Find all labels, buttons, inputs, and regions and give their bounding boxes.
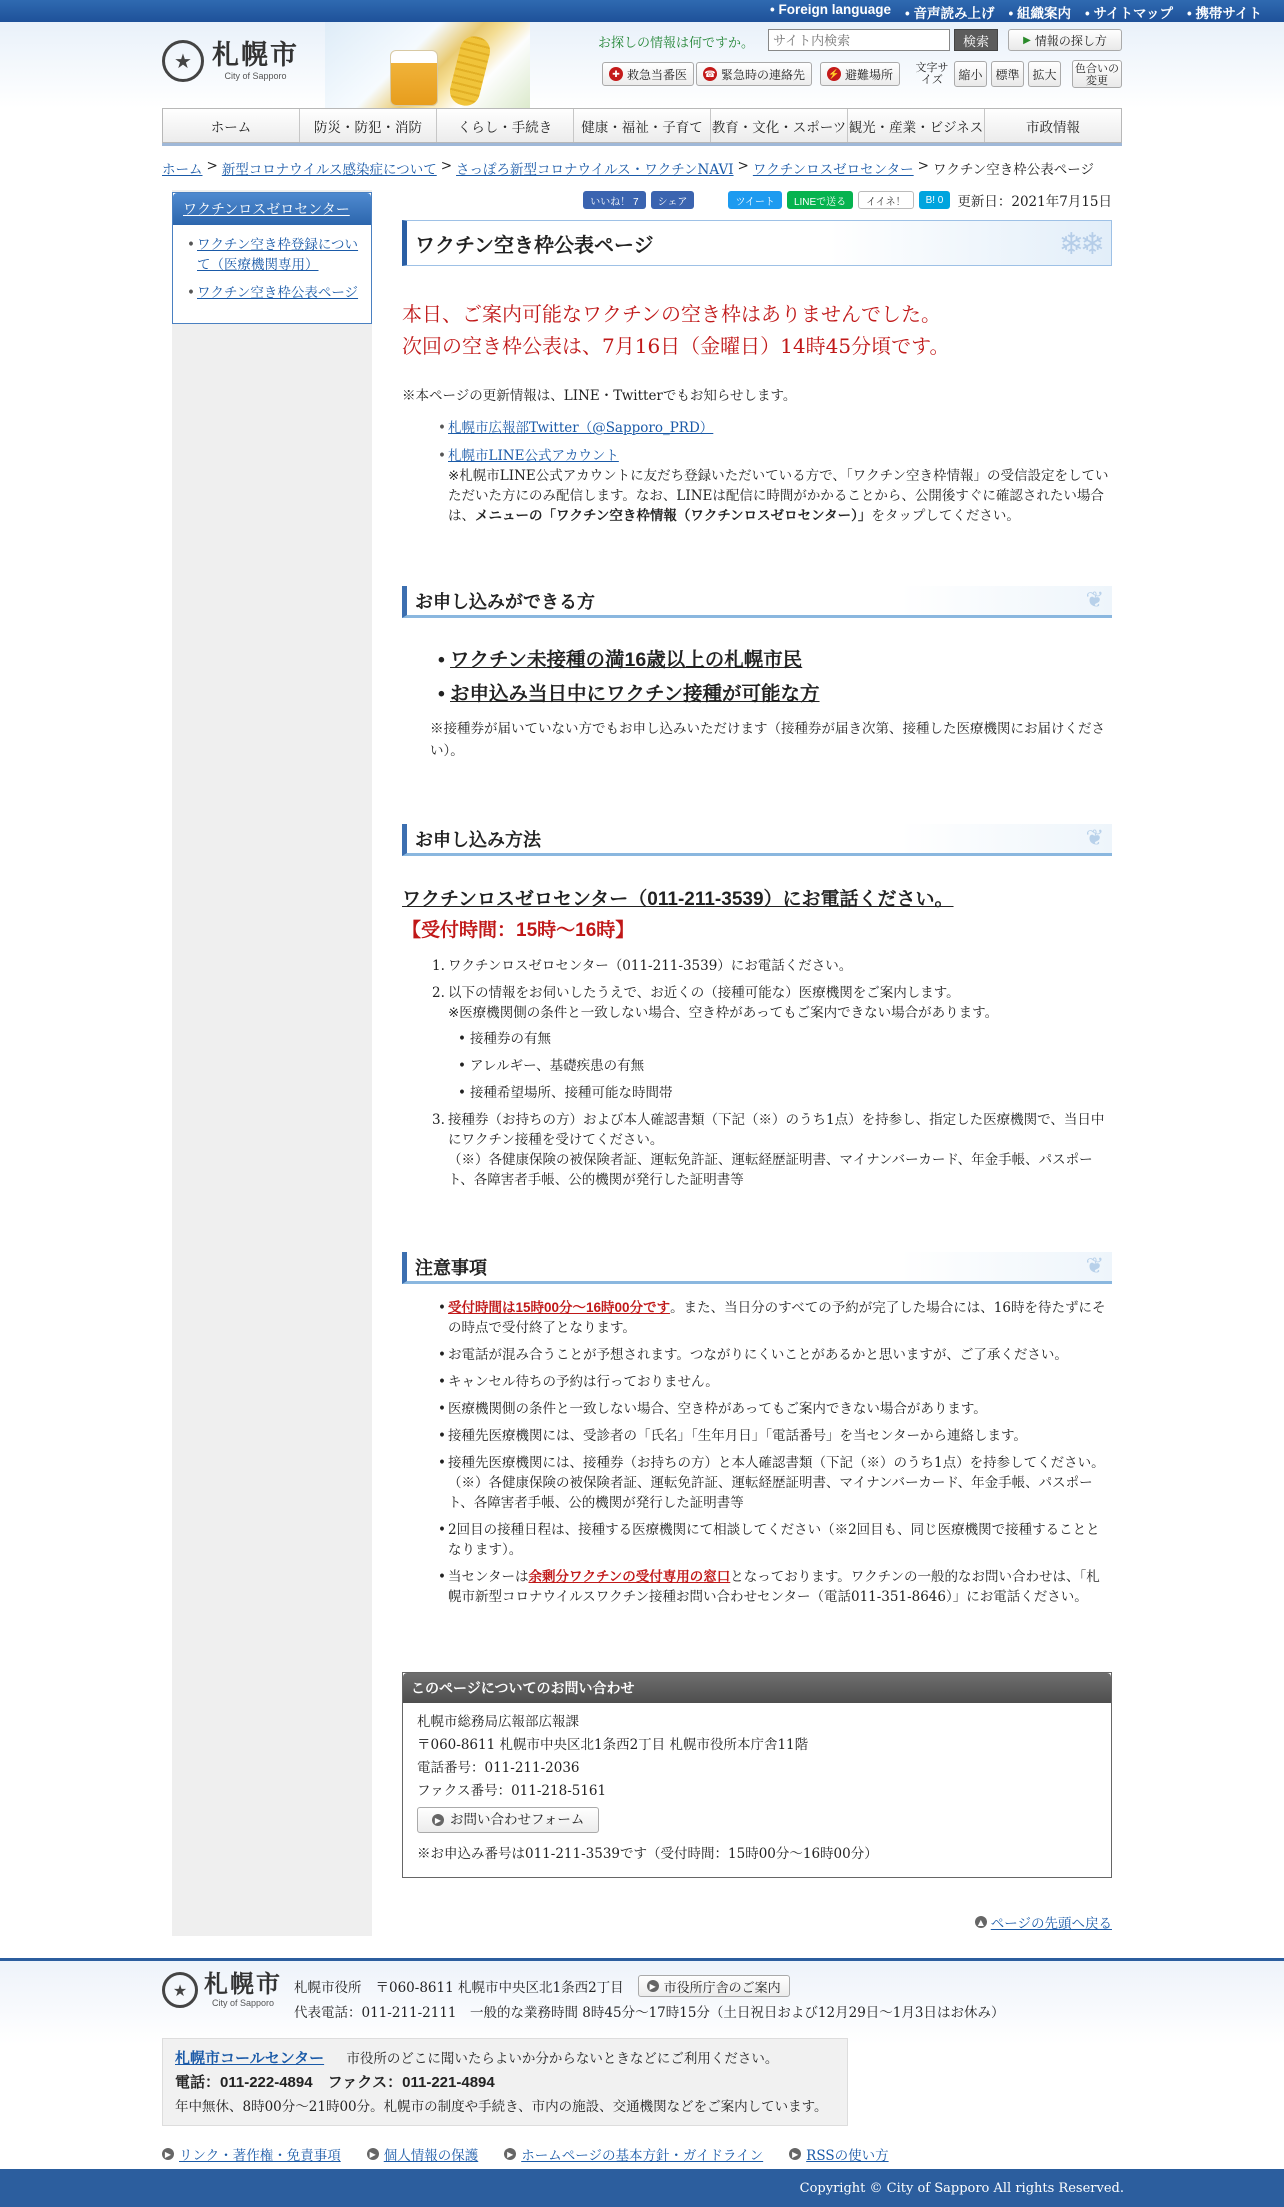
footer-link-label[interactable]: 個人情報の保護: [383, 2148, 479, 2164]
footer-link-copyright[interactable]: [162, 2144, 341, 2164]
page-title-box: [402, 220, 1112, 266]
call-center-desc: 市役所のどこに聞いたらよいか分からないときなどにご利用ください。: [346, 2051, 779, 2067]
organization-link[interactable]: • 組織案内: [1008, 2, 1070, 22]
color-change-button[interactable]: 色合いの変更: [1072, 60, 1122, 88]
caution-text: 。また、当日分のすべての予約が完了した場合には、16時を待たずにその時点で受付終了となります。: [448, 1300, 1106, 1336]
contact-tel: 電話番号：011-211-2036: [417, 1760, 580, 1776]
line-note-end: をタップしてください。: [871, 508, 1020, 524]
call-center-hours: 年中無休、8時00分～21時00分。札幌市の制度や手続き、市内の施設、交通機関などをご案内しています。: [175, 2099, 828, 2115]
nav-underline: [162, 143, 1122, 146]
list-item: • キャンセル待ちの予約は行っておりません。: [438, 1372, 1112, 1392]
contact-fax: ファクス番号：011-218-5161: [417, 1783, 607, 1799]
logo-japanese: 札幌市: [212, 40, 299, 71]
list-item: • ワクチン未接種の満16歳以上の札幌市民: [438, 646, 1112, 674]
main-content: [402, 190, 1112, 1614]
text-to-speech-link[interactable]: • 音声読み上げ: [905, 2, 994, 22]
list-item: [432, 983, 1112, 1103]
footer-tel: 代表電話：011-211-2111 一般的な業務時間 8時45分～17時15分（土日祝日および12月29日～1月3日はお休み）: [294, 2005, 1005, 2021]
font-size-label: 文字サイズ: [915, 62, 949, 86]
caution-text: となっております。ワクチンの一般的なお問い合わせは、「札幌市新型コロナウイルスワクチン接種お問い合わせセンター（電話011-351-8646）」にお電話ください。: [448, 1569, 1100, 1605]
arrow-circle-icon: ▶: [162, 2148, 174, 2160]
footer-logo-english: City of Sapporo: [211, 1998, 275, 2009]
caution-subtext: （※）各健康保険の被保険者証、運転免許証、運転経歴証明書、マイナンバーカード、年金手帳、パスポート、各障害者手帳、公的機関が発行した証明書等: [448, 1475, 1093, 1511]
contact-dept: 札幌市総務局広報部広報課: [417, 1714, 579, 1730]
footer-logo-japanese: 札幌市: [204, 1971, 282, 1998]
evacuation-site-button[interactable]: [820, 62, 900, 86]
notification-links: [438, 418, 1112, 526]
emergency-contact-label: 緊急時の連絡先: [721, 67, 806, 82]
updated-date: 更新日：2021年7月15日: [957, 194, 1112, 210]
breadcrumb-vaccine-navi[interactable]: さっぽろ新型コロナウイルス・ワクチンNAVI: [456, 162, 734, 178]
method-section-heading: [402, 824, 1112, 856]
list-item: • 2回目の接種日程は、接種する医療機関にて相談してください（※2回目も、同じ医療機関で接種することとなります）。: [438, 1520, 1112, 1560]
footer-link-policy[interactable]: [504, 2144, 763, 2164]
update-notice: ※本ページの更新情報は、LINE・Twitterでもお知らせします。: [402, 388, 797, 404]
site-search-input[interactable]: [768, 29, 950, 51]
share-buttons: [402, 190, 1112, 210]
step-number: 1.: [432, 958, 445, 974]
office-guide-label: 市役所庁舎のご案内: [663, 1980, 781, 1996]
method-steps: [432, 956, 1112, 1190]
sitemap-link[interactable]: • サイトマップ: [1085, 2, 1173, 22]
arrow-circle-icon: ▲: [975, 1916, 987, 1928]
list-item: • 接種先医療機関には、受診者の「氏名」「生年月日」「電話番号」を当センターから連絡します。: [438, 1426, 1112, 1446]
footer-link-label[interactable]: ホームページの基本方針・ガイドライン: [521, 2148, 764, 2164]
search-button[interactable]: 検索: [954, 29, 998, 51]
step-subtext: ※医療機関側の条件と一致しない場合、空き枠があってもご案内できない場合があります。: [448, 1005, 999, 1021]
arrow-circle-icon: ▶: [647, 1980, 659, 1992]
nav-tourism-business[interactable]: 観光・産業・ビジネス: [848, 109, 985, 142]
triangle-right-icon: ▶: [1023, 34, 1031, 46]
hatena-bookmark-button[interactable]: B! 0: [919, 191, 951, 209]
method-call-heading: ワクチンロスゼロセンター（011-211-3539）にお電話ください。: [402, 889, 954, 910]
sidebar-title: [173, 193, 371, 225]
sidebar-title-link[interactable]: ワクチンロスゼロセンター: [183, 202, 350, 218]
back-to-top-link[interactable]: [975, 1912, 1112, 1932]
footer-office-address: 〒060-8611 札幌市中央区北1条西2丁目: [375, 1980, 624, 1996]
step-number: 2.: [432, 985, 445, 1001]
breadcrumb-covid[interactable]: 新型コロナウイルス感染症について: [221, 162, 437, 178]
step-text: ワクチンロスゼロセンター（011-211-3539）にお電話ください。: [448, 958, 853, 974]
how-to-find-info-button[interactable]: [1008, 29, 1122, 51]
search-label: お探しの情報は何ですか。: [598, 35, 755, 50]
footer-links: [162, 2144, 889, 2164]
twitter-link[interactable]: 札幌市広報部Twitter（@Sapporo_PRD）: [448, 420, 714, 436]
font-normal-button[interactable]: 標準: [991, 61, 1024, 87]
font-smaller-button[interactable]: 縮小: [954, 61, 987, 87]
office-guide-button[interactable]: [638, 1975, 790, 1997]
list-item: • アレルギー、基礎疾患の有無: [458, 1056, 1112, 1076]
snowflake-icon: ❄❄: [1058, 227, 1101, 262]
breadcrumb-loss-zero-center[interactable]: ワクチンロスゼロセンター: [752, 162, 914, 178]
sidebar-item-registration[interactable]: [187, 235, 361, 275]
step-subtext: （※）各健康保険の被保険者証、運転免許証、運転経歴証明書、マイナンバーカード、年金手帳、パスポート、各障害者手帳、公的機関が発行した証明書等: [448, 1152, 1093, 1188]
alert-line-2: 次回の空き枠公表は、7月16日（金曜日）14時45分頃です。: [402, 334, 950, 358]
step-text: 以下の情報をお伺いしたうえで、お近くの（接種可能な）医療機関をご案内します。: [448, 985, 960, 1001]
facebook-like-button[interactable]: いいね！ 7: [583, 191, 645, 209]
mixi-button[interactable]: イイネ！: [858, 191, 913, 209]
page-title: ワクチン空き枠公表ページ: [415, 234, 654, 257]
nav-health-welfare[interactable]: 健康・福祉・子育て: [574, 109, 711, 142]
breadcrumb-separator: >: [440, 158, 453, 174]
site-logo[interactable]: [162, 40, 299, 82]
caution-hours-highlight: 受付時間は15時00分～16時00分です: [448, 1300, 671, 1315]
contact-address: 〒060-8611 札幌市中央区北1条西2丁目 札幌市役所本庁舎11階: [417, 1737, 809, 1753]
leaf-decoration-icon: ❦: [1085, 588, 1104, 613]
footer-logo: [162, 1972, 282, 2008]
lightning-icon: ⚡: [827, 67, 841, 81]
eligible-section-heading: [402, 586, 1112, 618]
contact-heading: このページについてのお問い合わせ: [403, 1673, 1111, 1703]
eligible-heading: お申し込みができる方: [415, 591, 595, 612]
eligible-list: [438, 646, 1112, 708]
mobile-site-link[interactable]: • 携帯サイト: [1187, 2, 1262, 22]
list-item: • 接種希望場所、接種可能な時間帯: [458, 1083, 1112, 1103]
contact-box: [402, 1672, 1112, 1878]
top-utility-bar: [0, 0, 1284, 22]
call-center-tel: 電話：011-222-4894 ファクス：011-221-4894: [175, 2074, 495, 2091]
city-emblem-icon: ★: [162, 1972, 198, 2008]
list-item: • お申込み当日中にワクチン接種が可能な方: [438, 680, 1112, 708]
sidebar-item-public-page-label[interactable]: ワクチン空き枠公表ページ: [197, 285, 359, 301]
emergency-doctor-button[interactable]: [602, 62, 694, 86]
footer-link-label[interactable]: リンク・著作権・免責事項: [179, 2148, 341, 2164]
footer-link-rss[interactable]: [789, 2144, 888, 2164]
breadcrumb: [162, 158, 1094, 178]
utility-links: [770, 2, 1262, 22]
method-heading: お申し込み方法: [415, 829, 541, 850]
back-to-top-label[interactable]: ページの先頭へ戻る: [990, 1916, 1112, 1932]
contact-form-label: お問い合わせフォーム: [450, 1811, 585, 1828]
step-number: 3.: [432, 1112, 445, 1128]
medical-icon: ✚: [609, 67, 623, 81]
caution-window-highlight: 余剰分ワクチンの受付専用の窓口: [528, 1569, 731, 1584]
call-center-box: [162, 2038, 848, 2126]
contact-form-button[interactable]: [417, 1807, 599, 1833]
copyright: Copyright © City of Sapporo All rights Reserved.: [0, 2169, 1284, 2207]
arrow-circle-icon: ▶: [504, 2148, 516, 2160]
breadcrumb-current: ワクチン空き枠公表ページ: [932, 162, 1095, 178]
breadcrumb-home[interactable]: ホーム: [162, 162, 203, 178]
nav-education-culture[interactable]: 教育・文化・スポーツ: [711, 109, 848, 142]
global-nav: [162, 108, 1122, 143]
nav-living[interactable]: くらし・手続き: [437, 109, 574, 142]
caution-section-heading: [402, 1252, 1112, 1284]
list-item: [438, 1298, 1112, 1338]
list-item: • 医療機関側の条件と一致しない場合、空き枠があってもご案内できない場合があります。: [438, 1399, 1112, 1419]
nav-disaster-safety[interactable]: 防災・防犯・消防: [300, 109, 437, 142]
list-item: • 接種券の有無: [458, 1029, 1112, 1049]
list-item: [432, 1110, 1112, 1190]
evacuation-site-label: 避難場所: [845, 67, 894, 82]
step-text: 接種券（お持ちの方）および本人確認書類（下記（※）のうち1点）を持参し、指定した医療機関で、当日中にワクチン接種を受けてください。: [448, 1112, 1105, 1148]
alert-line-1: 本日、ご案内可能なワクチンの空き枠はありませんでした。: [402, 302, 941, 326]
tweet-button[interactable]: ツイート: [728, 191, 782, 209]
arrow-circle-icon: ▶: [432, 1814, 444, 1826]
line-note-bold: メニューの「ワクチン空き枠情報（ワクチンロスゼロセンター）」: [475, 508, 872, 523]
emergency-doctor-label: 救急当番医: [627, 67, 688, 82]
list-item: [438, 446, 1112, 526]
emergency-contact-button[interactable]: [696, 62, 812, 86]
how-to-find-info-label: 情報の探し方: [1034, 33, 1107, 48]
caution-list: [438, 1298, 1112, 1607]
line-note: [448, 468, 1108, 524]
foreign-language-link[interactable]: • Foreign language: [770, 2, 891, 22]
call-center-link[interactable]: 札幌市コールセンター: [175, 2050, 325, 2067]
footer-office-name: 札幌市役所: [294, 1980, 362, 1996]
nav-city-info[interactable]: 市政情報: [1026, 119, 1080, 135]
footer-link-privacy[interactable]: [367, 2144, 479, 2164]
caution-text: 当センターは: [448, 1569, 529, 1585]
list-item: • お電話が混み合うことが予想されます。つながりにくいことがあるかと思いますが、ご了承ください。: [438, 1345, 1112, 1365]
contact-footnote: ※お申込み番号は011-211-3539です（受付時間：15時00分～16時00分）: [417, 1846, 878, 1862]
sidebar-menu: [172, 192, 372, 324]
city-emblem-icon: ★: [162, 40, 204, 82]
logo-english: City of Sapporo: [224, 70, 287, 81]
nav-home[interactable]: ホーム: [163, 109, 300, 142]
arrow-circle-icon: ▶: [367, 2148, 379, 2160]
sidebar-item-public-page[interactable]: [187, 283, 361, 303]
arrow-circle-icon: ▶: [789, 2148, 801, 2160]
line-share-button[interactable]: LINEで送る: [787, 191, 853, 209]
eligible-note: ※接種券が届いていない方でもお申し込みいただけます（接種券が届き次第、接種した医療機関にお届けください）。: [430, 721, 1105, 759]
list-item: [438, 1567, 1112, 1607]
facebook-share-button[interactable]: シェア: [651, 191, 695, 209]
sidebar-item-registration-label[interactable]: ワクチン空き枠登録について（医療機関専用）: [197, 237, 359, 273]
footer-address: [294, 1975, 790, 1997]
list-item: [432, 956, 1112, 976]
line-account-link[interactable]: 札幌市LINE公式アカウント: [448, 448, 619, 464]
availability-alert: [402, 298, 1112, 362]
leaf-decoration-icon: ❦: [1085, 1254, 1104, 1279]
caution-heading: 注意事項: [415, 1257, 487, 1278]
breadcrumb-separator: >: [917, 158, 929, 174]
line-note-text: ※札幌市LINE公式アカウントに友だち登録いただいている方で、「ワクチン空き枠情報」の受信設定をしていただいた方にのみ配信します。なお、LINEは配信に時間がかかることから、公開後すぐに確認されたい場合は、: [448, 468, 1109, 524]
breadcrumb-separator: >: [737, 158, 749, 174]
phone-icon: ☎: [703, 67, 717, 81]
list-item: [438, 418, 1112, 438]
sidebar-background: [172, 190, 372, 1936]
method-hours: 【受付時間：15時～16時】: [402, 920, 635, 941]
font-larger-button[interactable]: 拡大: [1028, 61, 1061, 87]
footer-link-label[interactable]: RSSの使い方: [806, 2148, 889, 2164]
caution-text: 接種先医療機関には、接種券（お持ちの方）と本人確認書類（下記（※）のうち1点）を持参してください。: [448, 1455, 1105, 1471]
beer-glass-illustration: [390, 50, 438, 106]
breadcrumb-separator: >: [206, 158, 218, 174]
leaf-decoration-icon: ❦: [1085, 826, 1104, 851]
list-item: [438, 1453, 1112, 1513]
